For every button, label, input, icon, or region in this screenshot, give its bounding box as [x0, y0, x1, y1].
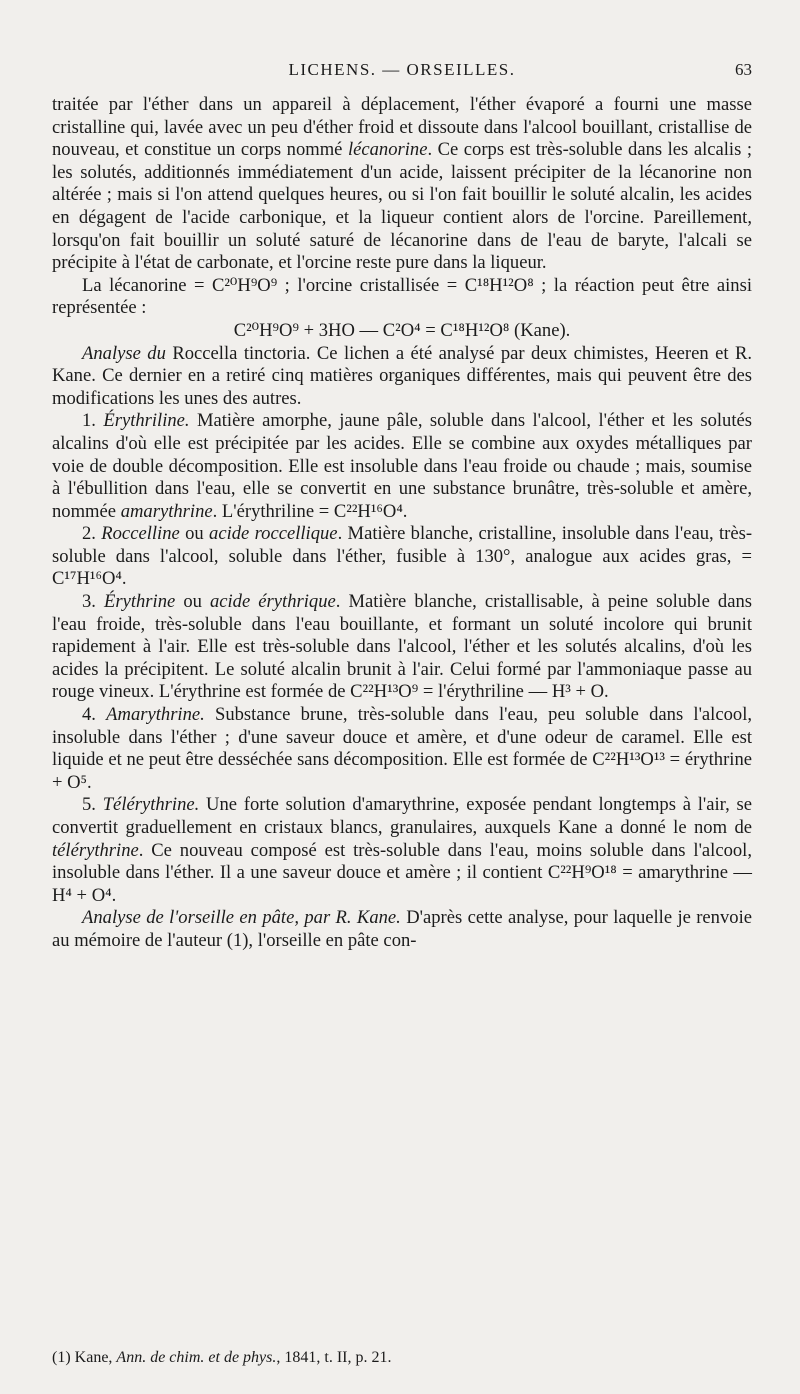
text: . Matière blanche, cristallisable, à peine soluble dans l'eau froide, très-soluble dans l'eau bouillante, et formant un soluté incolore qui brunit rapidement à l'air. Elle est très-soluble dans l'alcool, l'éther et les solutés alcalins, d'où les acides la précipitent. Le soluté alcalin brunit à l'air. Celui formé par l'ammoniaque passe au rouge vineux. L'érythrine est formée de C²²H¹³O⁹ = l'érythriline — H³ + O. [52, 591, 752, 703]
item-number: 1. [82, 410, 104, 432]
item-number: 2. [82, 523, 102, 545]
term-telerythrine-heading: Télérythrine. [102, 794, 200, 816]
list-item-3 [52, 591, 752, 704]
text: Substance brune, très-soluble dans l'eau, peu soluble dans l'alcool, insoluble dans l'éther ; d'une saveur douce et amère, et d'une odeur de caramel. Elle est liquide et ne peut être desséchée sans décomposition. Elle est formée de C²²H¹³O¹³ = érythrine + O⁵. [52, 704, 753, 793]
term-lecanorine: lécanorine [347, 139, 428, 161]
text: ou [179, 523, 210, 545]
heading-orseille: Analyse de l'orseille en pâte, par R. Kane. [82, 907, 401, 929]
list-item-5 [52, 794, 752, 907]
term-erythrine: Érythrine [104, 591, 176, 613]
reaction-equation: C²⁰H⁹O⁹ + 3HO — C²O⁴ = C¹⁸H¹²O⁸ (Kane). [233, 319, 571, 341]
text: Roccella tinctoria. Ce lichen a été analysé par deux chimistes, Heeren et R. Kane. Ce dernier en a retiré cinq matières organiques différentes, mais qui peuvent être des modifications les unes des autres. [52, 342, 752, 409]
running-title: LICHENS. — ORSEILLES. [288, 60, 516, 79]
item-number: 3. [82, 591, 104, 613]
text: . Ce corps est très-soluble dans les alcalis ; les solutés, additionnés immédiatement d'un acide, laissent précipiter de la lécanorine non altérée ; mais si l'on attend quelques heures, ou si l'on fait bouillir le soluté alcalin, les acides en dégagent de l'acide carbonique, et la liqueur contient alors de l'orcine. Pareillement, lorsqu'on fait bouillir un soluté saturé de lécanorine dans de l'eau de baryte, l'alcali se précipite à l'état de carbonate, et l'orcine reste pure dans la liqueur. [52, 139, 752, 274]
text: . L'érythriline = C²²H¹⁶O⁴. [212, 500, 408, 522]
list-item-2 [52, 523, 752, 591]
term-amarythrine: amarythrine [120, 500, 213, 522]
footnote-mark: (1) Kane, [52, 1349, 117, 1366]
term-acide-erythrique: acide érythrique [209, 591, 336, 613]
text: . Matière blanche, cristalline, insoluble dans l'eau, très-soluble dans l'alcool, soluble dans l'éther, fusible à 130°, analogue aux acides gras, = C¹⁷H¹⁶O⁴. [52, 523, 753, 590]
term-acide-roccellique: acide roccellique [209, 523, 338, 545]
text: Matière amorphe, jaune pâle, soluble dans l'alcool, l'éther et les solutés alcalins d'où elle est précipitée par les acides. Elle se combine aux oxydes métalliques par voie de double décomposition. Elle est insoluble dans l'eau froide ou chaude ; mais, soumise à l'ébullition dans l'eau, elle se convertit en une substance brunâtre, très-soluble et amère, nommée [52, 410, 753, 522]
item-number: 5. [82, 794, 103, 816]
footnote [52, 1348, 752, 1368]
paragraph-formula: La lécanorine = C²⁰H⁹O⁹ ; l'orcine cristallisée = C¹⁸H¹²O⁸ ; la réaction peut être ainsi représentée : [52, 274, 752, 319]
paragraph-analysis [52, 343, 752, 411]
running-header [52, 60, 752, 84]
term-roccelline: Roccelline [101, 523, 180, 545]
footnote-rest: , 1841, t. II, p. 21. [276, 1349, 392, 1366]
list-item-1 [52, 410, 752, 523]
paragraph-continuation [52, 94, 752, 275]
text: . Ce nouveau composé est très-soluble dans l'eau, moins soluble dans l'alcool, insoluble dans l'éther. Il a une saveur douce et amère ; il contient C²²H⁹O¹⁸ = amarythrine — H⁴ + O⁴. [52, 839, 752, 906]
footnote-source: Ann. de chim. et de phys. [116, 1349, 277, 1366]
text: D'après cette analyse, pour laquelle je renvoie au mémoire de l'auteur (1), l'orseille en pâte con- [52, 907, 752, 951]
term-telerythrine: télérythrine [52, 839, 139, 861]
page-body [52, 94, 752, 953]
paragraph-orseille-analysis [52, 907, 752, 952]
heading-analysis: Analyse du [82, 342, 166, 364]
term-erythriline: Érythriline. [103, 410, 190, 432]
text: ou [175, 591, 210, 613]
text: traitée par l'éther dans un appareil à déplacement, l'éther évaporé a fourni une masse cristalline qui, lavée avec un peu d'éther froid et dissoute dans l'alcool bouillant, cristallise de nouveau, et constitue un corps nommé [52, 94, 752, 161]
list-item-4 [52, 704, 752, 794]
term-amarythrine-heading: Amarythrine. [106, 704, 205, 726]
item-number: 4. [82, 704, 107, 726]
page-number: 63 [735, 60, 752, 79]
text: Une forte solution d'amarythrine, exposée pendant longtemps à l'air, se convertit graduellement en cristaux blancs, granulaires, auxquels Kane a donné le nom de [52, 794, 753, 838]
